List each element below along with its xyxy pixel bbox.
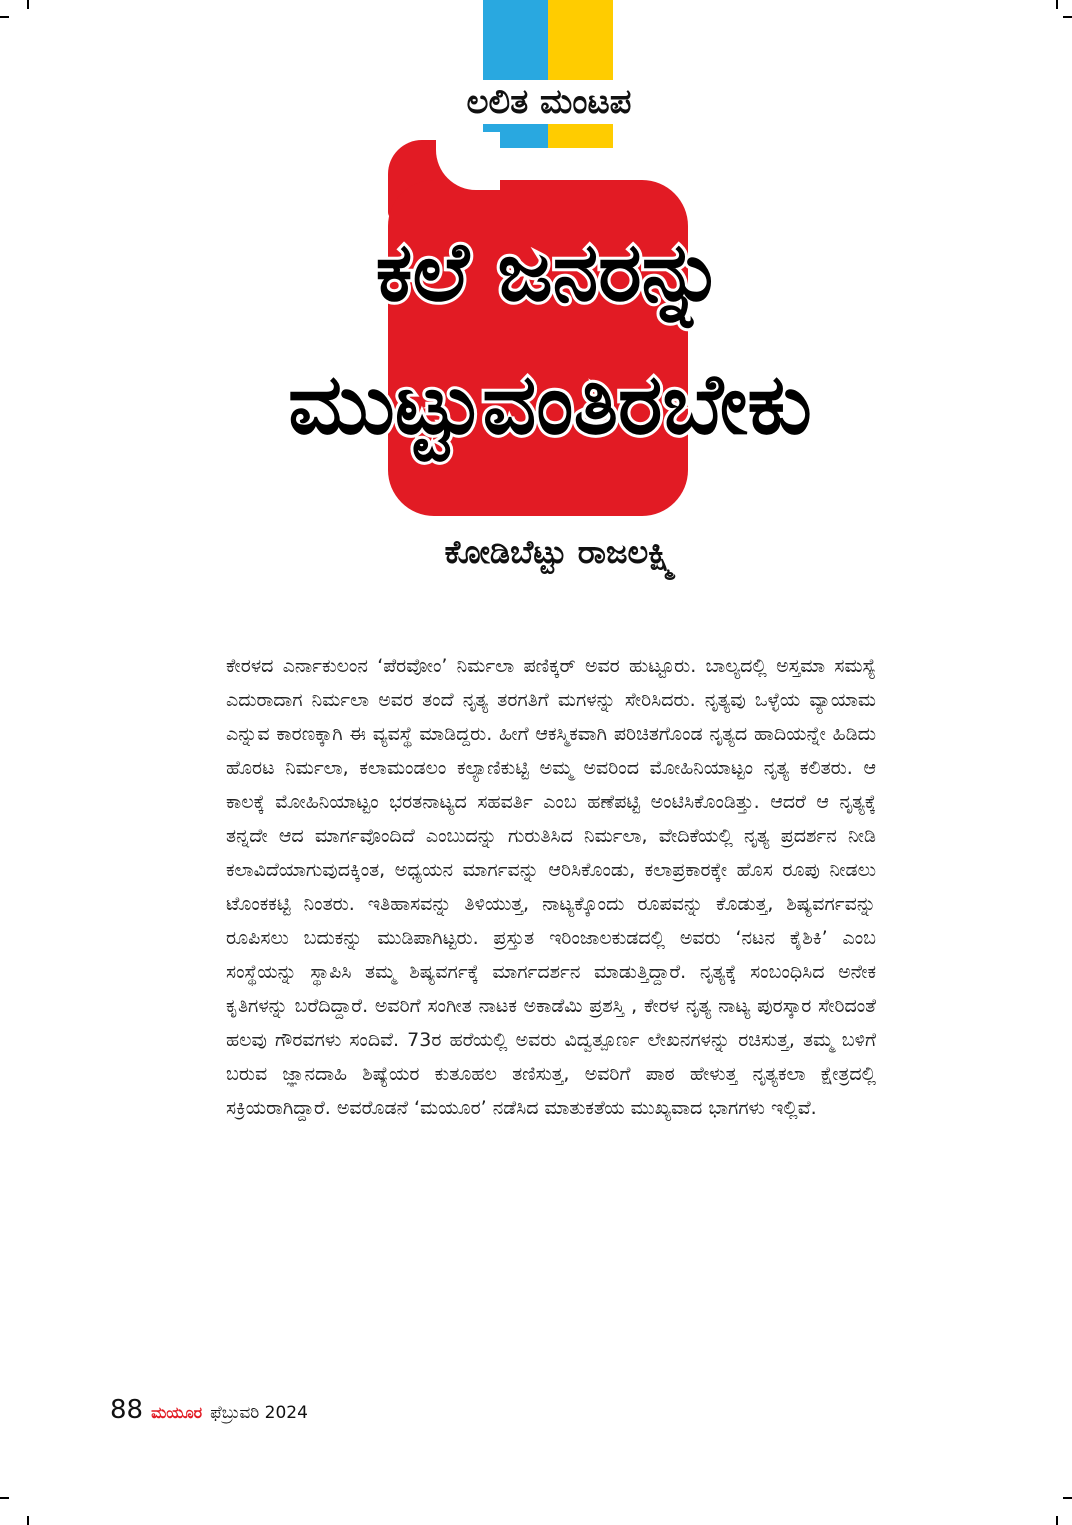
blue-block <box>483 0 548 148</box>
author-byline: ಕೋಡಿಬೆಟ್ಟು ರಾಜಲಕ್ಷ್ಮಿ <box>444 533 676 571</box>
crop-mark-top-right <box>1056 0 1058 9</box>
headline-line-2: ಮುಟ್ಟುವಂತಿರಬೇಕು <box>288 355 812 453</box>
page-footer <box>110 1395 308 1425</box>
magazine-logo: ಮಯೂರ <box>151 1403 203 1422</box>
crop-mark-top-left <box>27 0 29 9</box>
intro-paragraph: ಕೇರಳದ ಎರ್ನಾಕುಲಂನ ‘ಪೆರವೋಂ’ ನಿರ್ಮಲಾ ಪಣಿಕ್ಕರ್ ಅವರ ಹುಟ್ಟೂರು. ಬಾಲ್ಯದಲ್ಲಿ ಅಸ್ತಮಾ ಸಮಸ್ಯೆ ಎದುರಾದಾಗ ನಿರ್ಮಲಾ ಅವರ ತಂದೆ ನೃತ್ಯ ತರಗತಿಗೆ ಮಗಳನ್ನು ಸೇರಿಸಿದರು. ನೃತ್ಯವು ಒಳ್ಳೆಯ ವ್ಯಾಯಾಮ ಎನ್ನುವ ಕಾರಣಕ್ಕಾಗಿ ಈ ವ್ಯವಸ್ಥೆ ಮಾಡಿದ್ದರು. ಹೀಗೆ ಆಕಸ್ಮಿಕವಾಗಿ ಪರಿಚಿತಗೊಂಡ ನೃತ್ಯದ ಹಾದಿಯನ್ನೇ ಹಿಡಿದು ಹೊರಟ ನಿರ್ಮಲಾ, ಕಲಾಮಂಡಲಂ ಕಲ್ಯಾಣಿಕುಟ್ಟಿ ಅಮ್ಮ ಅವರಿಂದ ಮೋಹಿನಿಯಾಟ್ಟಂ ನೃತ್ಯ ಕಲಿತರು. ಆ ಕಾಲಕ್ಕೆ ಮೋಹಿನಿಯಾಟ್ಟಂ ಭರತನಾಟ್ಯದ ಸಹವರ್ತಿ ಎಂಬ ಹಣೆಪಟ್ಟಿ ಅಂಟಿಸಿಕೊಂಡಿತ್ತು. ಆದರೆ ಆ ನೃತ್ಯಕ್ಕೆ ತನ್ನದೇ ಆದ ಮಾರ್ಗವೊಂದಿದೆ ಎಂಬುದನ್ನು ಗುರುತಿಸಿದ ನಿರ್ಮಲಾ, ವೇದಿಕೆಯಲ್ಲಿ ನೃತ್ಯ ಪ್ರದರ್ಶನ ನೀಡಿ ಕಲಾವಿದೆಯಾಗುವುದಕ್ಕಿಂತ, ಅಧ್ಯಯನ ಮಾರ್ಗವನ್ನು ಆರಿಸಿಕೊಂಡು, ಕಲಾಪ್ರಕಾರಕ್ಕೇ ಹೊಸ ರೂಪು ನೀಡಲು ಟೊಂಕಕಟ್ಟಿ ನಿಂತರು. ಇತಿಹಾಸವನ್ನು ತಿಳಿಯುತ್ತ, ನಾಟ್ಯಕ್ಕೊಂದು ರೂಪವನ್ನು ಕೊಡುತ್ತ, ಶಿಷ್ಯವರ್ಗವನ್ನು ರೂಪಿಸಲು ಬದುಕನ್ನು ಮುಡಿಪಾಗಿಟ್ಟರು. ಪ್ರಸ್ತುತ ಇರಿಂಜಾಲಕುಡದಲ್ಲಿ ಅವರು ‘ನಟನ ಕೈಶಿಕಿ’ ಎಂಬ ಸಂಸ್ಥೆಯನ್ನು ಸ್ಥಾಪಿಸಿ ತಮ್ಮ ಶಿಷ್ಯವರ್ಗಕ್ಕೆ ಮಾರ್ಗದರ್ಶನ ಮಾಡುತ್ತಿದ್ದಾರೆ. ನೃತ್ಯಕ್ಕೆ ಸಂಬಂಧಿಸಿದ ಅನೇಕ ಕೃತಿಗಳನ್ನು ಬರೆದಿದ್ದಾರೆ. ಅವರಿಗೆ ಸಂಗೀತ ನಾಟಕ ಅಕಾಡೆಮಿ ಪ್ರಶಸ್ತಿ , ಕೇರಳ ನೃತ್ಯ ನಾಟ್ಯ ಪುರಸ್ಕಾರ ಸೇರಿದಂತೆ ಹಲವು ಗೌರವಗಳು ಸಂದಿವೆ. 73ರ ಹರೆಯಲ್ಲಿ ಅವರು ವಿದ್ವತ್ಪೂರ್ಣ ಲೇಖನಗಳನ್ನು ರಚಿಸುತ್ತ, ತಮ್ಮ ಬಳಿಗೆ ಬರುವ ಜ್ಞಾನದಾಹಿ ಶಿಷ್ಯೆಯರ ಕುತೂಹಲ ತಣಿಸುತ್ತ, ಅವರಿಗೆ ಪಾಠ ಹೇಳುತ್ತ ನೃತ್ಯಕಲಾ ಕ್ಷೇತ್ರದಲ್ಲಿ ಸಕ್ರಿಯರಾಗಿದ್ದಾರೆ. ಅವರೊಡನೆ ‘ಮಯೂರ’ ನಡೆಸಿದ ಮಾತುಕತೆಯ ಮುಖ್ಯವಾದ ಭಾಗಗಳು ಇಲ್ಲಿವೆ. <box>226 655 876 1119</box>
crop-mark-bottom-left <box>27 1516 29 1525</box>
yellow-block <box>548 0 613 148</box>
headline-line-1: ಕಲೆ ಜನರನ್ನು <box>375 225 725 320</box>
crop-mark-bottom-left-h <box>0 1497 9 1499</box>
page-number: 88 <box>110 1395 144 1425</box>
crop-mark-bottom-right <box>1056 1516 1058 1525</box>
issue-date: ಫೆಬ್ರುವರಿ 2024 <box>210 1403 308 1423</box>
crop-mark-top-left-h <box>0 16 9 18</box>
crop-mark-top-right-h <box>1063 16 1072 18</box>
section-label: ಲಲಿತ ಮಂಟಪ <box>466 82 632 122</box>
section-label-band <box>436 80 662 124</box>
crop-mark-bottom-right-h <box>1063 1497 1072 1499</box>
section-color-blocks <box>483 0 613 148</box>
